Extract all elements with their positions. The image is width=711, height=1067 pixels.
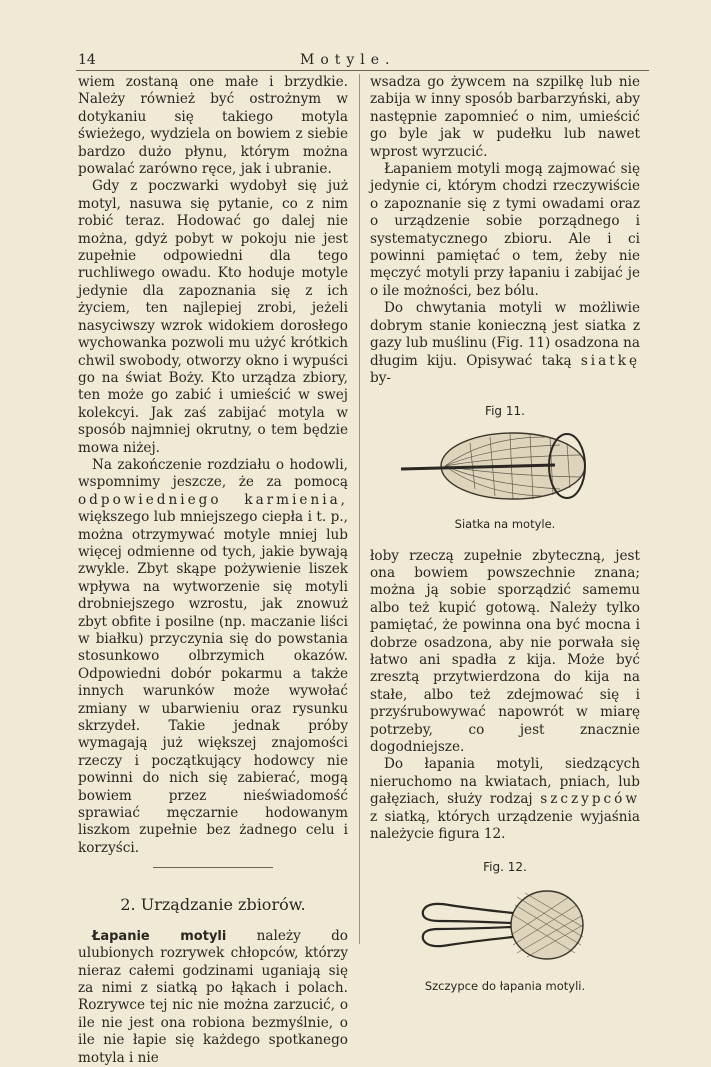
- text-run: by-: [370, 369, 391, 386]
- running-title: Motyle.: [300, 52, 396, 68]
- text-run: Do łapania motyli, siedzących nieruchomo na kwiatach, pniach, lub gałęziach, służy rodzaj: [370, 756, 640, 808]
- section-separator: [153, 867, 273, 868]
- figure-label: Fig 11.: [485, 404, 525, 419]
- paragraph: łoby rzeczą zupełnie zbyteczną, jest ona bowiem powszechnie znana; można ją sobie sporządzić samemu albo też kupić gotową. Należy tylko pamiętać, że powinna ona być mocna i dobrze osadzona, aby nie porwała się łatwo ani spadła z kija. Może być zresztą przytwierdzona do kija na stałe, albo też zdejmować się i przyśrubowywać napowrót w miarę potrzeby, co jest znacznie dogodniejsze.: [370, 547, 640, 755]
- net-tongs-illustration: [405, 883, 605, 967]
- left-column: [78, 74, 348, 1067]
- text-run: należy do ulubionych rozrywek chłopców, którzy nieraz całemi godzinami uganiają się za nimi z siatką po łąkach i polach. Rozrywce tej nic nie można zarzucić, o ile nie jest ona robiona bezmyślnie, o ile nie łapie się każdego spotkanego motyla i nie: [78, 927, 348, 1066]
- column-divider: [359, 74, 360, 944]
- figure-label: Fig. 12.: [483, 860, 527, 875]
- paragraph: [78, 928, 348, 1067]
- spaced-emphasis: siatkę: [580, 352, 640, 369]
- figure-caption: Szczypce do łapania motyli.: [424, 979, 586, 994]
- text-run: Na zakończenie rozdziału o hodowli, wspomnimy jeszcze, że za pomocą: [78, 456, 348, 491]
- paragraph: wsadza go żywcem na szpilkę lub nie zabija w inny sposób barbarzyński, aby następnie zapomnieć o nim, umieścić go byle jak w pudełku lub nawet wprost wyrzucić.: [370, 74, 640, 160]
- figure-11-net: [370, 427, 640, 510]
- page-number: 14: [78, 52, 96, 68]
- spaced-emphasis: szczypców: [540, 791, 640, 808]
- text-run: większego lub mniejszego ciepła i t. p., można otrzymywać motyle mniej lub więcej odmienne od tych, jakie bywają zwykle. Zbyt skąpe pożywienie liszek wpływa na wytworzenie się motyli drobniejszego wzrostu, jak znowuż zbyt obfite i posilne (np. maczanie liści w białku) przyczynia się do powstania stosunkowo olbrzymich okazów. Odpowiedni dobór pokarmu a także innych warunków może wywołać zmiany w ubarwieniu oraz rysunku skrzydeł. Takie jednak próby wymagają już większej znajomości rzeczy i początkujący hodowcy nie powinni do nich się zabierać, mogą bowiem przez nieświadomość sprawiać męczarnie hodowanym liszkom zupełnie bez żadnego celu i korzyści.: [78, 509, 348, 856]
- section-heading: 2. Urządzanie zbiorów.: [120, 895, 306, 915]
- header-rule: [76, 70, 649, 71]
- paragraph: [370, 300, 640, 387]
- paragraph: Łapaniem motyli mogą zajmować się jedynie ci, którym chodzi rzeczywiście o zapoznanie się z tymi owadami oraz o urządzenie sobie porządnego i systematycznego zbioru. Ale i ci powinni pamiętać o tem, żeby nie męczyć motyli przy łapaniu i zabijać je o ile możności, bez bólu.: [370, 161, 640, 299]
- paragraph: wiem zostaną one małe i brzydkie. Należy również być ostrożnym w dotykaniu się takiego motyla świeżego, wydziela on bowiem z siebie bardzo dużo płynu, którym można powalać zarówno ręce, jak i ubranie.: [78, 74, 348, 178]
- figure-caption: Siatka na motyle.: [454, 517, 556, 532]
- paragraph: [370, 756, 640, 843]
- spaced-emphasis: odpowiedniego karmienia,: [78, 491, 348, 508]
- lead-phrase: Łapanie motyli: [92, 928, 227, 944]
- paragraph: [78, 457, 348, 857]
- butterfly-net-illustration: [395, 427, 615, 505]
- text-run: z siatką, których urządzenie wyjaśnia należycie figura 12.: [370, 808, 640, 843]
- text-run: Do chwytania motyli w możliwie dobrym stanie konieczną jest siatka z gazy lub muślinu (Fig. 11) osadzona na długim kiju. Opisywać taką: [370, 300, 640, 369]
- paragraph: Gdy z poczwarki wydobył się już motyl, nasuwa się pytanie, co z nim robić teraz. Hodować go dalej nie można, gdyż pobyt w pokoju nie jest zupełnie odpowiedni dla tego ruchliwego owadu. Kto hoduje motyle jedynie dla zapoznania się z ich życiem, ten najlepiej zrobi, jeżeli nasyciwszy wzrok widokiem dorosłego wychowanka pozwoli mu użyć krótkich chwil swobody, otworzy okno i wypuści go na świat Boży. Kto urządza zbiory, ten może go zabić i umieścić w swej kolekcyi. Jak zaś zabijać motyla w sposób najmniej okrutny, o tem będzie mowa niżej.: [78, 178, 348, 456]
- figure-12-tongs: [370, 883, 640, 972]
- right-column: [370, 74, 640, 1010]
